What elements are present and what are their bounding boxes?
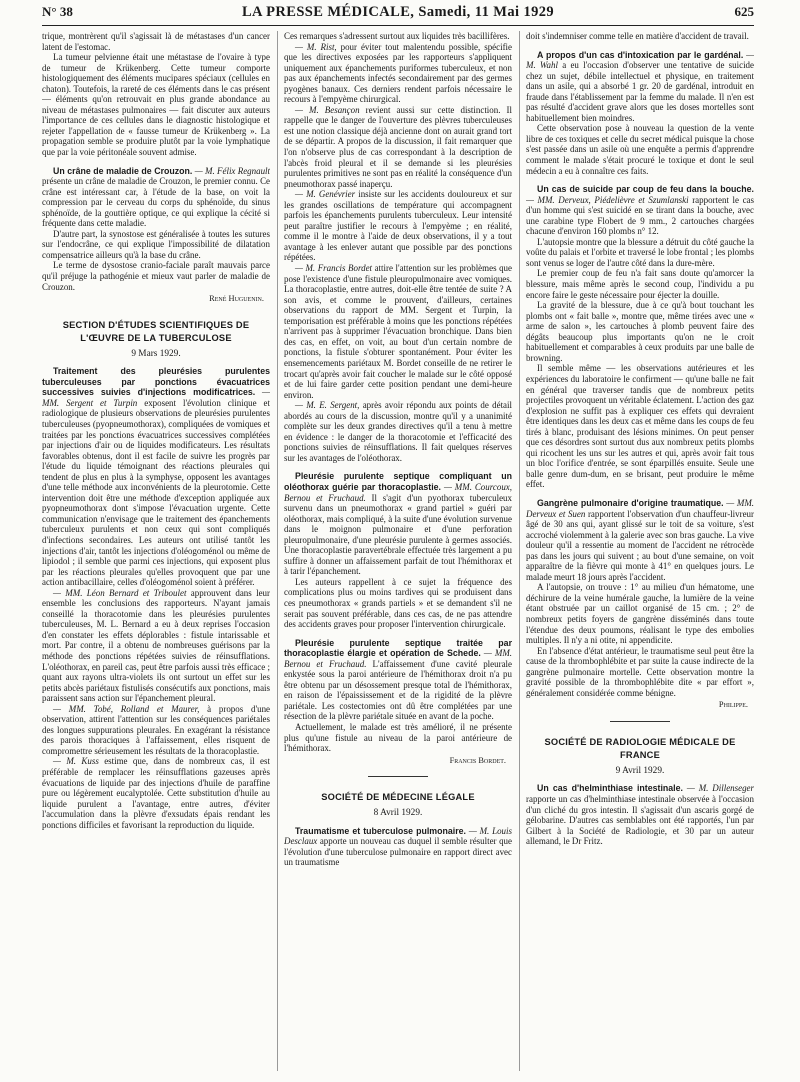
article-title: Traitement des pleurésies purulentes tuberculeuses par ponctions évacuatrices successives suivies d'injections modificatrices. [42,366,270,398]
discussion-text: pour éviter tout malentendu possible, spécifie que les directives exposées par les rapporteurs s'appliquent uniquement aux épanchements puriformes tuberculeux, et non pas aux épanchements infectés secondairement par des germes pyogènes banaux. Ces derniers rendent parfois nécessaire le recours à l'empyème chirurgical. [284,41,512,105]
paragraph [42,704,270,757]
column-3 [526,31,754,1079]
article-authors: — MM. Sergent et Turpin [42,387,270,408]
paragraph: Le terme de dysostose cranio-faciale paraît mauvais parce qu'il préjuge la pathogénie et mieux vaut parler de maladie de Crouzon. [42,260,270,292]
paragraph: Ces remarques s'adressent surtout aux liquides très bacillifères. [284,31,510,41]
article-text: exposent l'évolution clinique et radiologique de plusieurs observations de pleurésies purulentes tuberculeuses (pyopneumothorax), compliquées de vomiques et traitées par les ponctions évacuatrices successives complétées par injections d'air ou de liquides modificateurs. Les résultats favorables obtenus, dont il est facile de suivre les progrès par l'étude du liquide témoignant des réactions pleurales qui tendent de plus en plus à la symphyse, opposent les avantages d'une telle méthode aux inconvénients de la pleurotomie. Cette intervention doit être une méthode d'exception appliquée aux pyopneumothorax dont s'impose l'évacuation urgente. Cette communication n'envisage que le traitement des épanchements tuberculeux purulents et non ceux qui sont compliqués d'infections secondaires. Les auteurs ont utilisé tantôt les injections d'air, tantôt les injections d'oléogoménol ou même de lipiodol ; il semble que parmi ces injections, qui exposent plus par les réactions pleurales qu'elles provoquent que par une action antibacillaire, celles d'oléogoménol soient à préférer. [42,397,270,588]
discussant: — M. Francis Bordet [295,263,373,274]
discussion-text: revient aussi sur cette distinction. Il rappelle que le danger de l'ouverture des plèvres tuberculeuses est une notion classique déjà ancienne dont on aurait grand tort de se départir. A propos de la discussion, il fait remarquer que l'on n'observe plus de cas correspondant à la description de l'abcès froid pleural et il se demande si les pleurésies purulentes primitives ne sont pas en réalité la conséquence d'un pneumothorax passé inaperçu. [284,104,512,189]
paragraph [284,400,512,463]
article-title: Un cas de suicide par coup de feu dans la bouche. [537,184,754,195]
article-authors: — M. Wahl [526,49,754,71]
article-crouzon [42,166,270,229]
section-separator [610,721,670,722]
section-heading: SOCIÉTÉ DE RADIOLOGIE MÉDICALE DE FRANCE [544,736,736,760]
article-pleuresie-1 [284,471,512,576]
section-date: 9 Avril 1929. [615,765,665,776]
section-heading: SECTION D'ÉTUDES SCIENTIFIQUES DE L'ŒUVRE DE LA TUBERCULOSE [62,319,250,343]
discussant: — M. Kuss [53,756,99,767]
discussion-text: estime que, dans de nombreux cas, il est préférable de remplacer les réinsufflations gazeuses après évacuations de liquide par des injections d'huile de paraffine pure ou légèrement eucalyptolée. Cette substitution d'huile au liquide purulent a l'avantage, entre autres, d'éviter l'accumulation dans la plèvre d'exsudats épais rendant les ponctions difficiles et favorisant la reproduction du liquide. [42,756,270,830]
article-helminthiase [526,783,754,846]
article-text: rapportent le cas d'un homme qui s'est suicidé en se tirant dans la bouche, avec une carabine type Flobert de 9 mm., 2 cartouches chargées chacune d'environ 160 plombs n° 12. [526,194,754,237]
article-authors: — MM. Courcoux, Bernou et Fruchaud. [284,481,512,503]
article-authors: — MM. Bernou et Fruchaud. [284,648,512,669]
column-2 [284,31,512,1079]
signature: Philippe. [718,700,748,710]
discussion-text: approuvent dans leur ensemble les conclusions des rapporteurs. N'ayant jamais conseillé la thoracotomie dans les pleurésies purulentes tuberculeuses, M. L. Bernard a eu à deux reprises l'occasion d'en constater les effets déplorables : fistule intarissable et mort. Par contre, il a obtenu de nombreuses guérisons par la méthode des ponctions répétées suivies de réinsufflations. L'oléothorax, en pareil cas, peut être parfois aussi très efficace ; quant aux rayons ultra-violets ils ont surtout un effet sur les petits abcès pariétaux fistulisés consécutifs aux ponctions, mais paraissent sans action sur l'épanchement pleural. [42,587,270,704]
section-date: 9 Mars 1929. [131,348,181,359]
article-text: Il s'agit d'un pyothorax tuberculeux survenu dans un pneumothorax « grand partiel » guéri par oléothorax, mais compliqué, à la suite d'une évolution survenue dans le moignon pulmonaire et d'une perforation pleuropulmonaire, d'une pleurésie purulente à germes associés. Une thoracoplastie paravertébrale effectuée très largement a pu suffire à donner un affaissement parfait de tout l'hémithorax et à tarir l'épanchement. [284,492,512,577]
article-title: Pleurésie purulente septique traitée par thoracoplastie élargie et opération de Schede. [284,637,512,659]
discussion-text: attire l'attention sur les problèmes que pose l'existence d'une fistule pleuropulmonaire avec vomiques. La thoracoplastie, entre autres, doit-elle être tentée de suite ? A son avis, et comme le prouvent, d'ailleurs, certaines observations du rapport de MM. Sergent et Turpin, la temporisation est préférable à moins que les ponctions répétées n'arrivent pas à supprimer l'évacuation bronchique. Dans bien des cas, en effet, on voit, au bout d'un certain nombre de ponctions, la fistule s'obturer spontanément. Pour éviter les ensemencements pariétaux M. Bordet conseille de ne retirer le trocart qu'après avoir fait coucher le malade sur le côté opposé et de lui faire garder cette position pendant une demi-heure environ. [284,263,512,400]
paragraph [284,42,512,105]
article-text: a eu l'occasion d'observer une tentative de suicide chez un sujet, débile intellectuel et physique, en traitement dans un asile, qui a absorbé 1 gr. 20 de gardénal, introduit en fraude dans l'établissement par la femme du malade. Il n'en est pas résulté d'accident grave alors que les doses mortelles sont habituellement bien moindres. [526,60,754,123]
section-separator [368,776,428,777]
paragraph: L'autopsie montre que la blessure a détruit du côté gauche la voûte du palais et l'orbite et traversé le lobe frontal ; les plombs sont venus se loger de l'autre côté dans la dure-mère. [526,236,754,268]
page-number: 625 [734,4,754,19]
paragraph: La gravité de la blessure, due à ce qu'à bout touchant les plombs ont « fait balle », montre que, même tirées avec une « arme de salon », les cartouches à plomb peuvent faire des dégâts beaucoup plus importants qu'on ne le croit habituellement et comparables à ceux produits par une balle de browning. [526,300,754,363]
article-title: A propos d'un cas d'intoxication par le gardénal. [537,49,744,60]
article-authors: — M. Louis Desclaux [284,825,512,847]
article-authors: — MM. Derveux et Suen [526,497,754,519]
signature: René Huguenin. [209,294,264,304]
issue-number: N° 38 [42,4,73,19]
paragraph: trique, montrèrent qu'il s'agissait là de métastases d'un cancer latent de l'estomac. [42,31,270,52]
journal-title: LA PRESSE MÉDICALE, Samedi, 11 Mai 1929 [241,4,555,20]
article-authors: — M. Félix Regnault [194,165,270,176]
paragraph [284,189,512,263]
paragraph [284,105,512,189]
column-divider [519,31,520,1071]
paragraph: A l'autopsie, on trouve : 1° au milieu d'un hématome, une déchirure de la veine humérale gauche, la lumière de la veine étant obstruée par un caillot organisé de 15 cm. ; 2° de nombreux petits foyers de gangrène disséminés dans toute l'étendue des deux poumons, réalisant le type des embolies multiples. Il n'y a ni otite, ni appendicite. [526,582,754,646]
article-gangrene [526,498,754,582]
paragraph: En l'absence d'état antérieur, le traumatisme seul peut être la cause de la thrombophlébite et par suite la cause indirecte de la gangrène pulmonaire mortelle. Cette observation montre la gravité possible de la thrombophlébite dite « par effort », généralement considérée comme bénigne. [526,645,754,698]
page-header [42,3,754,26]
article-title: Traumatisme et tuberculose pulmonaire. [295,825,466,836]
article-text: L'affaissement d'une cavité pleurale enkystée sous la paroi antérieure de l'hémithorax droit n'a pu être obtenu par un désossement presque total de l'hémithorax, en raison de l'épaississement et de la rigidité de la plèvre pariétale. Les costectomies ont dû être complétées par une résection de la plèvre pariétale située en avant de la poche. [284,658,512,722]
discussant: — M. Rist, [295,41,337,52]
column-divider [277,31,278,1071]
article-gardenal [526,50,754,124]
article-authors: — MM. Derveux, Piédelièvre et Szumlanski [526,194,689,205]
article-text: rapportent l'observation d'un chauffeur-livreur âgé de 30 ans qui, ayant glissé sur le toit de sa voiture, s'est accroché violemment à la galerie avec son bras gauche. La vive douleur qu'il a ressentie au moment de l'accident ne rétrocède pas dans les jours qui suivent ; au bout d'une semaine, on voit apparaître de la fièvre qui monte à 41° en quelques jours. Le malade meurt 18 jours après l'accident. [526,508,754,582]
paragraph: doit s'indemniser comme telle en matière d'accident de travail. [526,31,749,41]
article-title: Gangrène pulmonaire d'origine traumatique. [537,497,724,508]
discussion-text: à propos d'une observation, attirent l'attention sur les conséquences pariétales des longues suppurations pleurales. En exagérant la résistance des parois thoraciques à l'affaissement, elles risquent de compromettre sérieusement les résultats de la thoracoplastie. [42,703,270,756]
article-text: rapporte un cas d'helminthiase intestinale observée à l'occasion d'un cliché du gros intestin. Il s'agissait d'un ascaris gorgé de gélobarine. D'autres cas semblables ont été rapportés, l'un par Gilbert à la Société de Radiologie, et 30 par un auteur allemand, le Dr Fritz. [526,794,754,847]
paragraph [42,756,270,830]
paragraph: D'autre part, la synostose est généralisée à toutes les sutures sur l'endocrâne, ce qui explique l'impossibilité de dilatation compensatrice ailleurs qu'à la base du crâne. [42,228,270,260]
paragraph [42,588,270,704]
discussant: — MM. Léon Bernard et Triboulet [53,587,187,598]
article-title: Pleurésie purulente septique compliquant un oléothorax guérie par thoracoplastie. [284,471,512,492]
article-text: présente un crâne de maladie de Crouzon, le premier connu. Ce crâne est intéressant car, à l'étude de la base, on voit la compression par le cerveau du corps du sphénoïde, du sinus sphénoïde, de la gouttière optique, ce qui explique la cécité si fréquente dans cette maladie. [42,176,270,229]
article-authors: — M. Dillenseger [686,783,754,794]
section-date: 8 Avril 1929. [373,808,423,819]
article-traumatisme [284,826,512,868]
article-pleuresie-2 [284,638,512,722]
paragraph [284,263,512,400]
discussant: — M. E. Sergent, [295,400,360,411]
discussant: — M. Besançon [295,104,360,115]
article-title: Un cas d'helminthiase intestinale. [537,783,683,794]
column-1 [42,31,270,1079]
article-suicide [526,184,754,237]
section-heading: SOCIÉTÉ DE MÉDECINE LÉGALE [321,792,475,803]
article-traitement [42,366,270,587]
paragraph: Les auteurs rappellent à ce sujet la fréquence des complications plus ou moins tardives qui se produisent dans ces pneumothorax « grands partiels » et se demandent s'il ne serait pas souvent préférable, dans ces cas, de ne pas attendre des accidents graves pour proposer l'intervention chirurgicale. [284,576,512,630]
article-text: apporte un nouveau cas duquel il semble résulter que l'évolution d'une tuberculose pulmonaire en rapport direct avec un traumatisme [284,836,512,868]
article-title: Un crâne de maladie de Crouzon. [53,165,193,176]
paragraph: Actuellement, le malade est très amélioré, il ne présente plus qu'une fistule au niveau de la paroi antérieure de l'hémithorax. [284,722,512,754]
paragraph: Cette observation pose à nouveau la question de la vente libre de ces toxiques et celle du secret médical puisque la chose s'est passée dans un asile où une enquête a permis d'apprendre comment le malade s'était procuré le toxique et dont le seul médecin a eu à connaître ces faits. [526,123,754,176]
paragraph: Il semble même — les observations autérieures et les expériences du laboratoire le confirment — qu'une balle ne fait en général que traverser tandis que de nombreux petits projectiles provoquent un véritable éclatement. L'action des gaz d'explosion ne suffit pas à expliquer ces effets qui devraient être identiques dans les deux cas et même dans les coups de feu tirés à blanc, produisant des lésions minimes. On peut penser que ces désordres sont surtout dus aux nombreux petits plombs qui ricochent les uns sur les autres et qui, après avoir fait tous un bloc l'orifice d'entrée, se sont éparpillés ensuite. Seule une balle genre dum-dum, en se brisant, peut produire le même effet. [526,363,754,490]
discussant: — MM. Tobé, Rolland et Maurer, [53,703,200,714]
paragraph: Le premier coup de feu n'a fait sans doute qu'amorcer la blessure, mais même après le second coup, l'individu a pu encore faire le geste nécessaire pour éjecter la douille. [526,268,754,300]
discussion-text: insiste sur les accidents douloureux et sur les grandes oscillations de température qui accompagnent parfois les épanchements purulents tuberculeux. Leur intensité peut paraître justifier le recours à l'empyème ; en réalité, comme il le montre à l'aide de deux observations, il y a tout avantage à les enlever autant que possible par des ponctions répétées. [284,189,512,263]
signature: Francis Bordet. [449,755,506,765]
discussion-text: après avoir répondu aux points de détail abordés au cours de la discussion, montre qu'il y a unanimité complète sur les deux grandes directives qu'il a tenu à mettre en évidence : le danger de la thoracotomie et l'efficacité des ponctions suivies de réinsufflations. Il fait quelques réserves sur les avantages de l'oléothorax. [284,400,512,463]
discussant: — M. Genévrier [295,189,356,200]
paragraph: La tumeur pelvienne était une métastase de l'ovaire à type de tumeur de Krükenberg. Cette tumeur comporte histologiquement des éléments mucipares spéciaux (cellules en chaton). Toutefois, la rareté de ces éléments dans le cas présent — éléments qu'on retrouvait en plus grande abondance au niveau de métastases pulmonaires — fait discuter aux auteurs l'importance de ces cellules dans le diagnostic histologique et rejeter l'appellation de « fausse tumeur de Krükenberg ». La propagation semble se produire plutôt par la voie lymphatique que par la voie péritonéale souvent admise. [42,52,270,158]
